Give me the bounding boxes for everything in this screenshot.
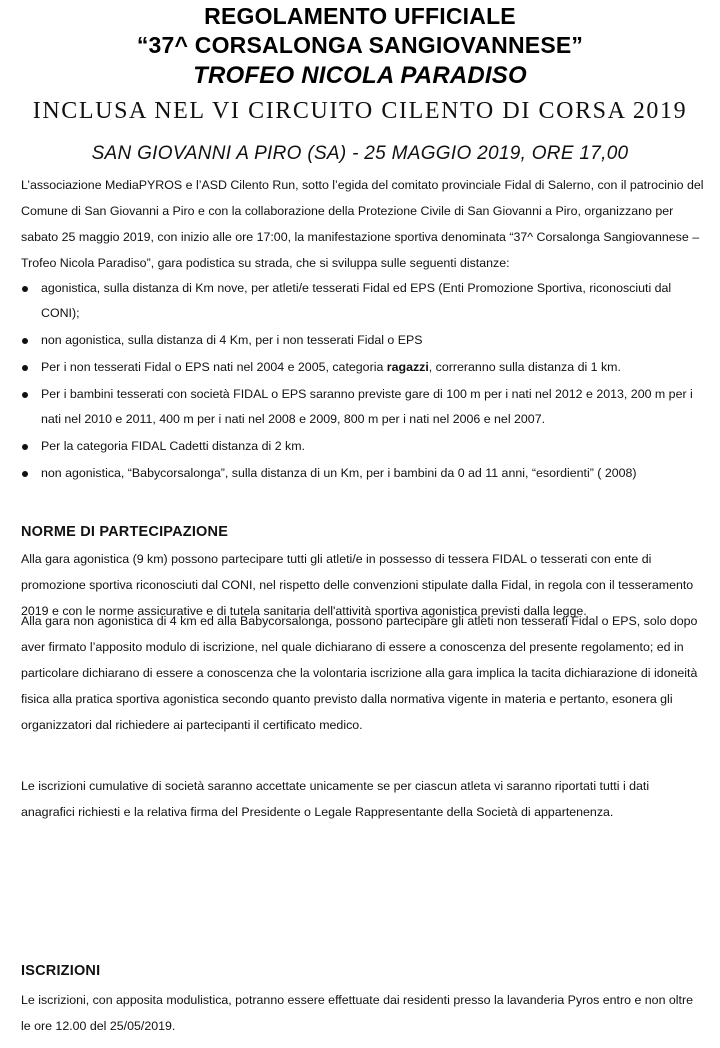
list-item-text: Per la categoria FIDAL Cadetti distanza di 2 km. <box>41 439 305 453</box>
doc-title: REGOLAMENTO UFFICIALE <box>204 3 516 29</box>
section-heading-iscrizioni: ISCRIZIONI <box>21 963 101 979</box>
norme-paragraph-1: Alla gara agonistica (9 km) possono partecipare tutti gli atleti/e in possesso di tessera FIDAL o tesserati con ente di promozione sportiva riconosciuti dal CONI, nel rispetto delle convenzioni stipulate dalla Fidal, in regola con il tesseramento 2019 e con le norme assicurative e di tutela sanitaria dell'attività sportiva agonistica previsti dalla legge. <box>21 552 694 618</box>
list-item <box>21 355 705 380</box>
event-location-date: SAN GIOVANNI A PIRO (SA) - 25 MAGGIO 2019, ORE 17,00 <box>91 143 629 164</box>
list-item <box>21 276 705 326</box>
list-item <box>21 382 705 432</box>
section-heading-norme: NORME DI PARTECIPAZIONE <box>21 524 229 540</box>
bullet-icon <box>22 471 28 477</box>
circuit-name: INCLUSA NEL VI CIRCUITO CILENTO DI CORSA 2019 <box>32 98 688 124</box>
list-item <box>21 434 705 459</box>
norme-paragraph-3: Le iscrizioni cumulative di società saranno accettate unicamente se per ciascun atleta vi saranno riportati tutti i dati anagrafici richiesti e la relativa firma del Presidente o Legale Rappresentante della Società di appartenenza. <box>21 779 650 819</box>
intro-paragraph: L’associazione MediaPYROS e l’ASD Cilento Run, sotto l’egida del comitato provinciale Fidal di Salerno, con il patrocinio del Comune di San Giovanni a Piro e con la collaborazione della Protezione Civile di San Giovanni a Piro, organizzano per sabato 25 maggio 2019, con inizio alle ore 17:00, la manifestazione sportiva denominata “37^ Corsalonga Sangiovannese – Trofeo Nicola Paradiso”, gara podistica su strada, che si sviluppa sulle seguenti distanze: <box>21 178 704 270</box>
bullet-icon <box>22 338 28 344</box>
list-item-text: non agonistica, “Babycorsalonga”, sulla distanza di un Km, per i bambini da 0 ad 11 anni, “esordienti” ( 2008) <box>41 466 637 480</box>
category-ragazzi: ragazzi <box>386 360 429 374</box>
trophy-name: TROFEO NICOLA PARADISO <box>193 62 527 89</box>
list-item-text: Per i bambini tesserati con società FIDAL o EPS saranno previste gare di 100 m per i nati nel 2012 e 2013, 200 m per i nati nel 2010 e 2011, 400 m per i nati nel 2008 e 2009, 800 m per i nati nel 2006 e nel 2007. <box>41 387 693 426</box>
bullet-icon <box>22 392 28 398</box>
list-item-text: , correranno sulla distanza di 1 km. <box>428 360 621 374</box>
list-item <box>21 328 705 353</box>
bullet-icon <box>22 444 28 450</box>
list-item-text: Per i non tesserati Fidal o EPS nati nel 2004 e 2005, categoria <box>41 360 387 374</box>
bullet-icon <box>22 365 28 371</box>
iscrizioni-paragraph: Le iscrizioni, con apposita modulistica, potranno essere effettuate dai residenti presso la lavanderia Pyros entro e non oltre le ore 12.00 del 25/05/2019. <box>21 993 694 1033</box>
list-item <box>21 461 705 486</box>
distance-list <box>21 276 705 488</box>
list-item-text: agonistica, sulla distanza di Km nove, per atleti/e tesserati Fidal ed EPS (Enti Promozione Sportiva, riconosciuti dal CONI); <box>41 281 672 320</box>
event-name: “37^ CORSALONGA SANGIOVANNESE” <box>136 32 584 58</box>
list-item-text: non agonistica, sulla distanza di 4 Km, per i non tesserati Fidal o EPS <box>41 333 423 347</box>
bullet-icon <box>22 286 28 292</box>
norme-paragraph-2: Alla gara non agonistica di 4 km ed alla Babycorsalonga, possono partecipare gli atleti non tesserati Fidal o EPS, solo dopo aver firmato l’apposito modulo di iscrizione, nel quale dichiarano di essere a conoscenza del presente regolamento; ed in particolare dichiarano di essere a conoscenza che la volontaria iscrizione alla gara implica la tacita dichiarazione di idoneità fisica alla pratica sportiva agonistica secondo quanto previsto dalla normativa vigente in materia e pertanto, esonera gli organizzatori dal richiedere ai partecipanti il certificato medico. <box>21 614 698 732</box>
